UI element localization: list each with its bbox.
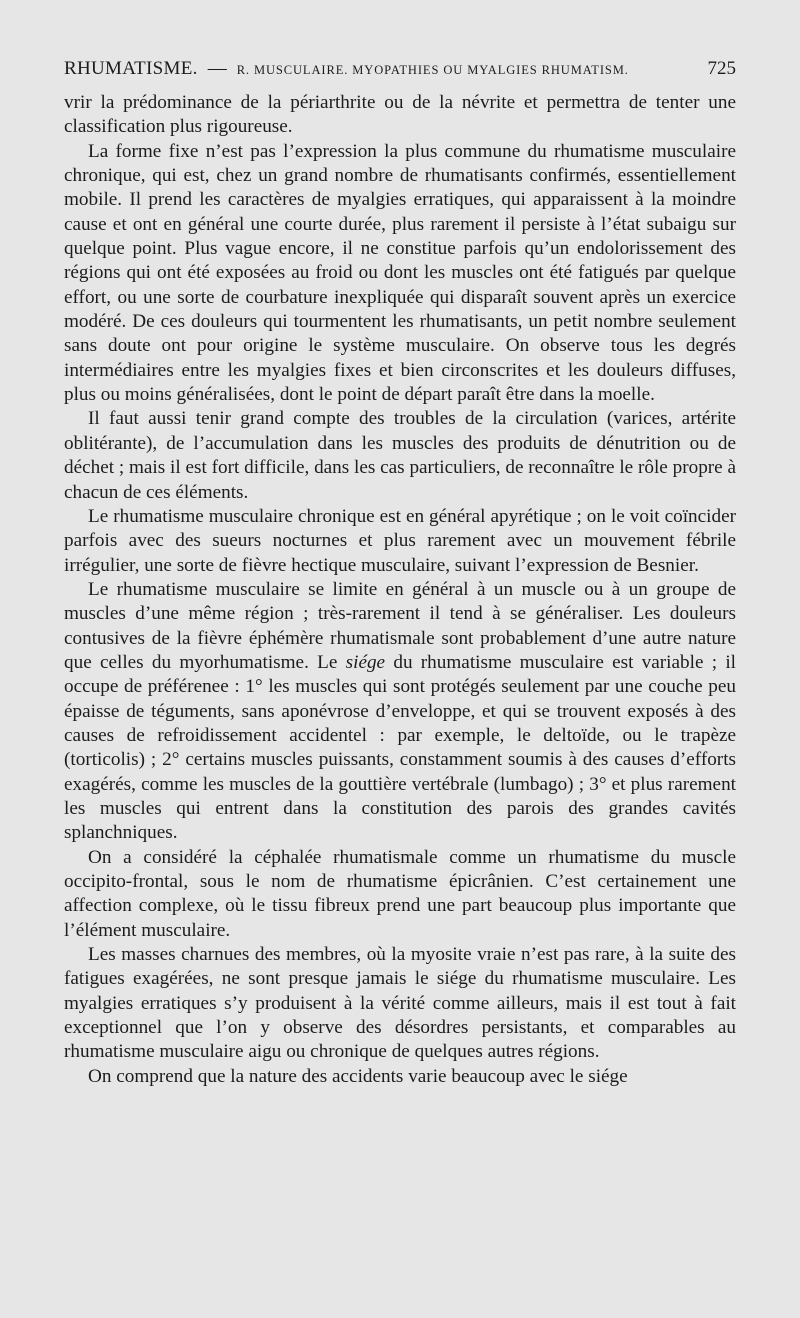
- paragraph: Le rhumatisme musculaire chronique est en général apyrétique ; on le voit coïncider parfois avec des sueurs nocturnes et plus rarement avec un mouvement fébrile irrégulier, une sorte de fièvre hectique musculaire, suivant l’expression de Besnier.: [64, 505, 736, 576]
- paragraph: Il faut aussi tenir grand compte des troubles de la circulation (varices, artérite oblitérante), de l’accumulation dans les muscles des produits de dénutrition ou de déchet ; mais il est fort difficile, dans les cas particuliers, de reconnaître le rôle propre à chacun de ces éléments.: [64, 408, 737, 503]
- running-header: [64, 58, 736, 80]
- header-title: RHUMATISME.: [64, 58, 198, 79]
- paragraph: Les masses charnues des membres, où la myosite vraie n’est pas rare, à la suite des fatigues exagérées, ne sont presque jamais le siége du rhumatisme musculaire. Les myalgies erratiques s’y produisent à la vérité comme ailleurs, mais il est tout à fait exceptionnel que l’on y observe des désordres persistants, et comparables au rhumatisme musculaire aigu ou chronique de quelques autres régions.: [64, 944, 736, 1063]
- paragraph: Le rhumatisme musculaire se limite en général à un muscle ou à un groupe de muscles d’une même région ; très-rarement il tend à se généraliser. Les douleurs contusives de la fièvre éphémère rhumatismale sont probablement d’une autre nature que celles du myorhumatisme. Le siége du rhumatisme musculaire est variable ; il occupe de préférenee : 1° les muscles qui sont protégés seulement par une couche peu épaisse de téguments, sans aponévrose d’enveloppe, et qui se trouvent exposés à des causes de refroidissement accidentel : par exemple, le deltoïde, ou le trapèze (torticolis) ; 2° certains muscles puissants, constamment soumis à des causes d’efforts exagérés, comme les muscles de la gouttière vertébrale (lumbago) ; 3° et plus rarement les muscles qui entrent dans la constitution des parois des grandes cavités splanchniques.: [64, 578, 736, 844]
- italic-term: siége: [345, 651, 386, 673]
- paragraph: On comprend que la nature des accidents varie beaucoup avec le siége: [88, 1065, 628, 1087]
- paragraph: vrir la prédominance de la périarthrite ou de la névrite et permettra de tenter une classification plus rigoureuse.: [64, 92, 736, 138]
- paragraph: La forme fixe n’est pas l’expression la plus commune du rhumatisme musculaire chronique, qui est, chez un grand nombre de rhumatisants confirmés, essentiellement mobile. Il prend les caractères de myalgies erratiques, qui apparaissent à la moindre cause et ont en général une courte durée, plus rarement il persiste à l’état subaigu sur quelque point. Plus vague encore, il ne constitue parfois qu’un endolorissement des régions qui ont été exposées au froid ou dont les muscles ont été fatigués par quelque effort, ou une sorte de courbature inexpliquée qui disparaît souvent après un exercice modéré. De ces douleurs qui tourmentent les rhumatisants, un petit nombre seulement sans doute ont pour origine le système musculaire. On observe tous les degrés intermédiaires entre les myalgies fixes et bien circonscrites et les douleurs diffuses, plus ou moins généralisées, dont le point de départ paraît être dans la moelle.: [64, 140, 736, 406]
- page-number: 725: [707, 58, 736, 79]
- paragraph: On a considéré la céphalée rhumatismale comme un rhumatisme du muscle occipito-frontal, sous le nom de rhumatisme épicrânien. C’est certainement une affection complexe, où le tissu fibreux prend une part beaucoup plus importante que l’élément musculaire.: [64, 846, 736, 941]
- header-subtitle: R. MUSCULAIRE. MYOPATHIES OU MYALGIES RHUMATISM.: [236, 63, 629, 77]
- body-text: [64, 91, 736, 1089]
- header-dash: —: [207, 58, 227, 79]
